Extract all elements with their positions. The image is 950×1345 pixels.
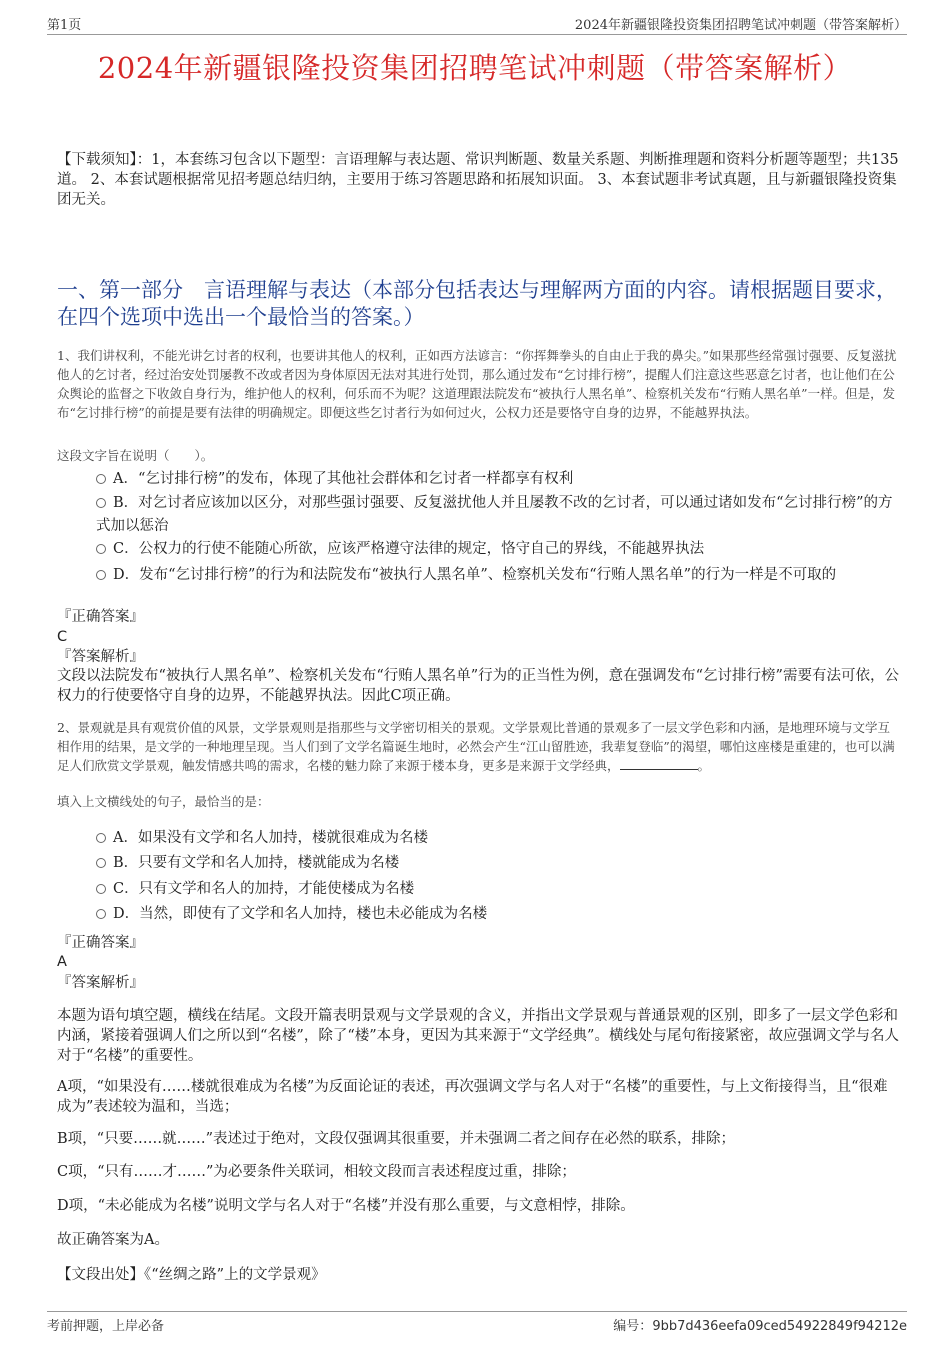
question-2-option-a[interactable]: A．如果没有文学和名人加持，楼就很难成为名楼 [96, 827, 896, 850]
question-2-option-c[interactable]: C．只有文学和名人的加持，才能使楼成为名楼 [96, 878, 896, 901]
radio-icon[interactable] [96, 544, 106, 554]
footer-divider [47, 1311, 907, 1312]
question-1-option-b[interactable]: B．对乞讨者应该加以区分，对那些强讨强要、反复滋扰他人并且屡教不改的乞讨者，可以通过诸如发布“乞讨排行榜”的方式加以惩治 [96, 495, 893, 534]
running-title: 2024年新疆银隆投资集团招聘笔试冲刺题（带答案解析） [574, 18, 907, 33]
header-divider [47, 34, 907, 35]
question-1-option-c[interactable]: C．公权力的行使不能随心所欲，应该严格遵守法律的规定，恪守自己的界线，不能越界执法 [96, 538, 896, 561]
question-2-answer: A [57, 954, 67, 970]
radio-icon[interactable] [96, 570, 106, 580]
question-2-stem: 填入上文横线处的句子，最恰当的是： [57, 794, 270, 809]
question-2-analysis-c: C项，“只有……才……”为必要条件关联词，相较文段而言表述程度过重，排除； [57, 1164, 576, 1180]
question-2-answer-label: 『正确答案』 [57, 935, 144, 951]
question-2-option-b[interactable]: B．只要有文学和名人加持，楼就能成为名楼 [96, 852, 896, 875]
question-2-text: 2、景观就是具有观赏价值的风景，文学景观则是指那些与文学密切相关的景观。文学景观比普通的景观多了一层文学色彩和内涵，是地理环境与文学互相作用的结果，是文学的一种地理呈现。当人们到了文学名篇诞生地时，必然会产生“江山留胜迹，我辈复登临”的渴望，哪怕这座楼是重建的，也可以满足人们欣赏文学景观，触发情感共鸣的需求，名楼的魅力除了来源于楼本身，更多是来源于文学经典， 。 [57, 720, 895, 773]
question-1-option-a[interactable]: A．“乞讨排行榜”的发布，体现了其他社会群体和乞讨者一样都享有权利 [96, 468, 896, 491]
radio-icon[interactable] [96, 833, 106, 843]
question-1-analysis-label: 『答案解析』 [57, 649, 144, 665]
question-2-analysis-a: A项，“如果没有……楼就很难成为名楼”为反面论证的表述，再次强调文学与名人对于“名楼”的重要性，与上文衔接得当，且“很难成为”表述较为温和，当选； [57, 1079, 888, 1115]
question-2-analysis-b: B项，“只要……就……”表述过于绝对，文段仅强调其很重要，并未强调二者之间存在必然的联系，排除； [57, 1131, 735, 1147]
radio-icon[interactable] [96, 909, 106, 919]
radio-icon[interactable] [96, 498, 106, 508]
question-1-stem: 这段文字旨在说明（ ）。 [57, 448, 214, 463]
question-2-analysis-d: D项，“未必能成为名楼”说明文学与名人对于“名楼”并没有那么重要，与文意相悖，排除。 [57, 1198, 635, 1214]
document-code: 编号：9bb7d436eefa09ced54922849f94212e [613, 1319, 907, 1334]
download-notice: 【下载须知】：1，本套练习包含以下题型：言语理解与表达题、常识判断题、数量关系题、判断推理题和资料分析题等题型；共135道。 2、本套试题根据常见招考题总结归纳，主要用于练习答题思路和拓展知识面。 3、本套试题非考试真题，且与新疆银隆投资集团无关。 [57, 152, 899, 208]
document-title: 2024年新疆银隆投资集团招聘笔试冲刺题（带答案解析） [97, 51, 853, 85]
fill-blank [620, 757, 698, 770]
question-1-answer-label: 『正确答案』 [57, 609, 144, 625]
question-2-conclusion: 故正确答案为A。 [57, 1232, 169, 1248]
question-1-answer: C [57, 629, 68, 645]
footer-slogan: 考前押题，上岸必备 [47, 1319, 165, 1334]
section-heading: 一、第一部分 言语理解与表达（本部分包括表达与理解两方面的内容。请根据题目要求，在四个选项中选出一个最恰当的答案。） [57, 278, 897, 329]
question-2-source: 【文段出处】《“丝绸之路”上的文学景观》 [57, 1267, 326, 1283]
question-2-option-d[interactable]: D．当然，即使有了文学和名人加持，楼也未必能成为名楼 [96, 903, 896, 926]
question-1-text: 1、我们讲权利，不能光讲乞讨者的权利，也要讲其他人的权利，正如西方法谚言：“你挥舞拳头的自由止于我的鼻尖。”如果那些经常强讨强要、反复滋扰他人的乞讨者，经过治安处罚屡教不改或者因为身体原因无法对其进行处罚，那么通过发布“乞讨排行榜”，提醒人们注意这些恶意乞讨者，也让他们在公众舆论的监督之下收敛自身行为，维护他人的权利，何乐而不为呢？这道理跟法院发布“被执行人黑名单”、检察机关发布“行贿人黑名单”一样。但是，发布“乞讨排行榜”的前提是要有法律的明确规定。即便这些乞讨者行为如何过火，公权力还是要恪守自身的边界，不能越界执法。 [57, 348, 897, 420]
radio-icon[interactable] [96, 474, 106, 484]
radio-icon[interactable] [96, 858, 106, 868]
question-1-analysis: 文段以法院发布“被执行人黑名单”、检察机关发布“行贿人黑名单”行为的正当性为例，意在强调发布“乞讨排行榜”需要有法可依，公权力的行使要恪守自身的边界，不能越界执法。因此C项正确。 [57, 668, 899, 704]
radio-icon[interactable] [96, 884, 106, 894]
question-2-analysis-label: 『答案解析』 [57, 975, 144, 991]
page-number: 第1页 [47, 18, 82, 33]
question-1-option-d[interactable]: D．发布“乞讨排行榜”的行为和法院发布“被执行人黑名单”、检察机关发布“行贿人黑名单”的行为一样是不可取的 [96, 564, 896, 587]
question-2-analysis-intro: 本题为语句填空题，横线在结尾。文段开篇表明景观与文学景观的含义，并指出文学景观与普通景观的区别，即多了一层文学色彩和内涵，紧接着强调人们之所以到“名楼”，除了“楼”本身，更因为其来源于“文学经典”。横线处与尾句衔接紧密，故应强调文学与名人对于“名楼”的重要性。 [57, 1008, 899, 1064]
